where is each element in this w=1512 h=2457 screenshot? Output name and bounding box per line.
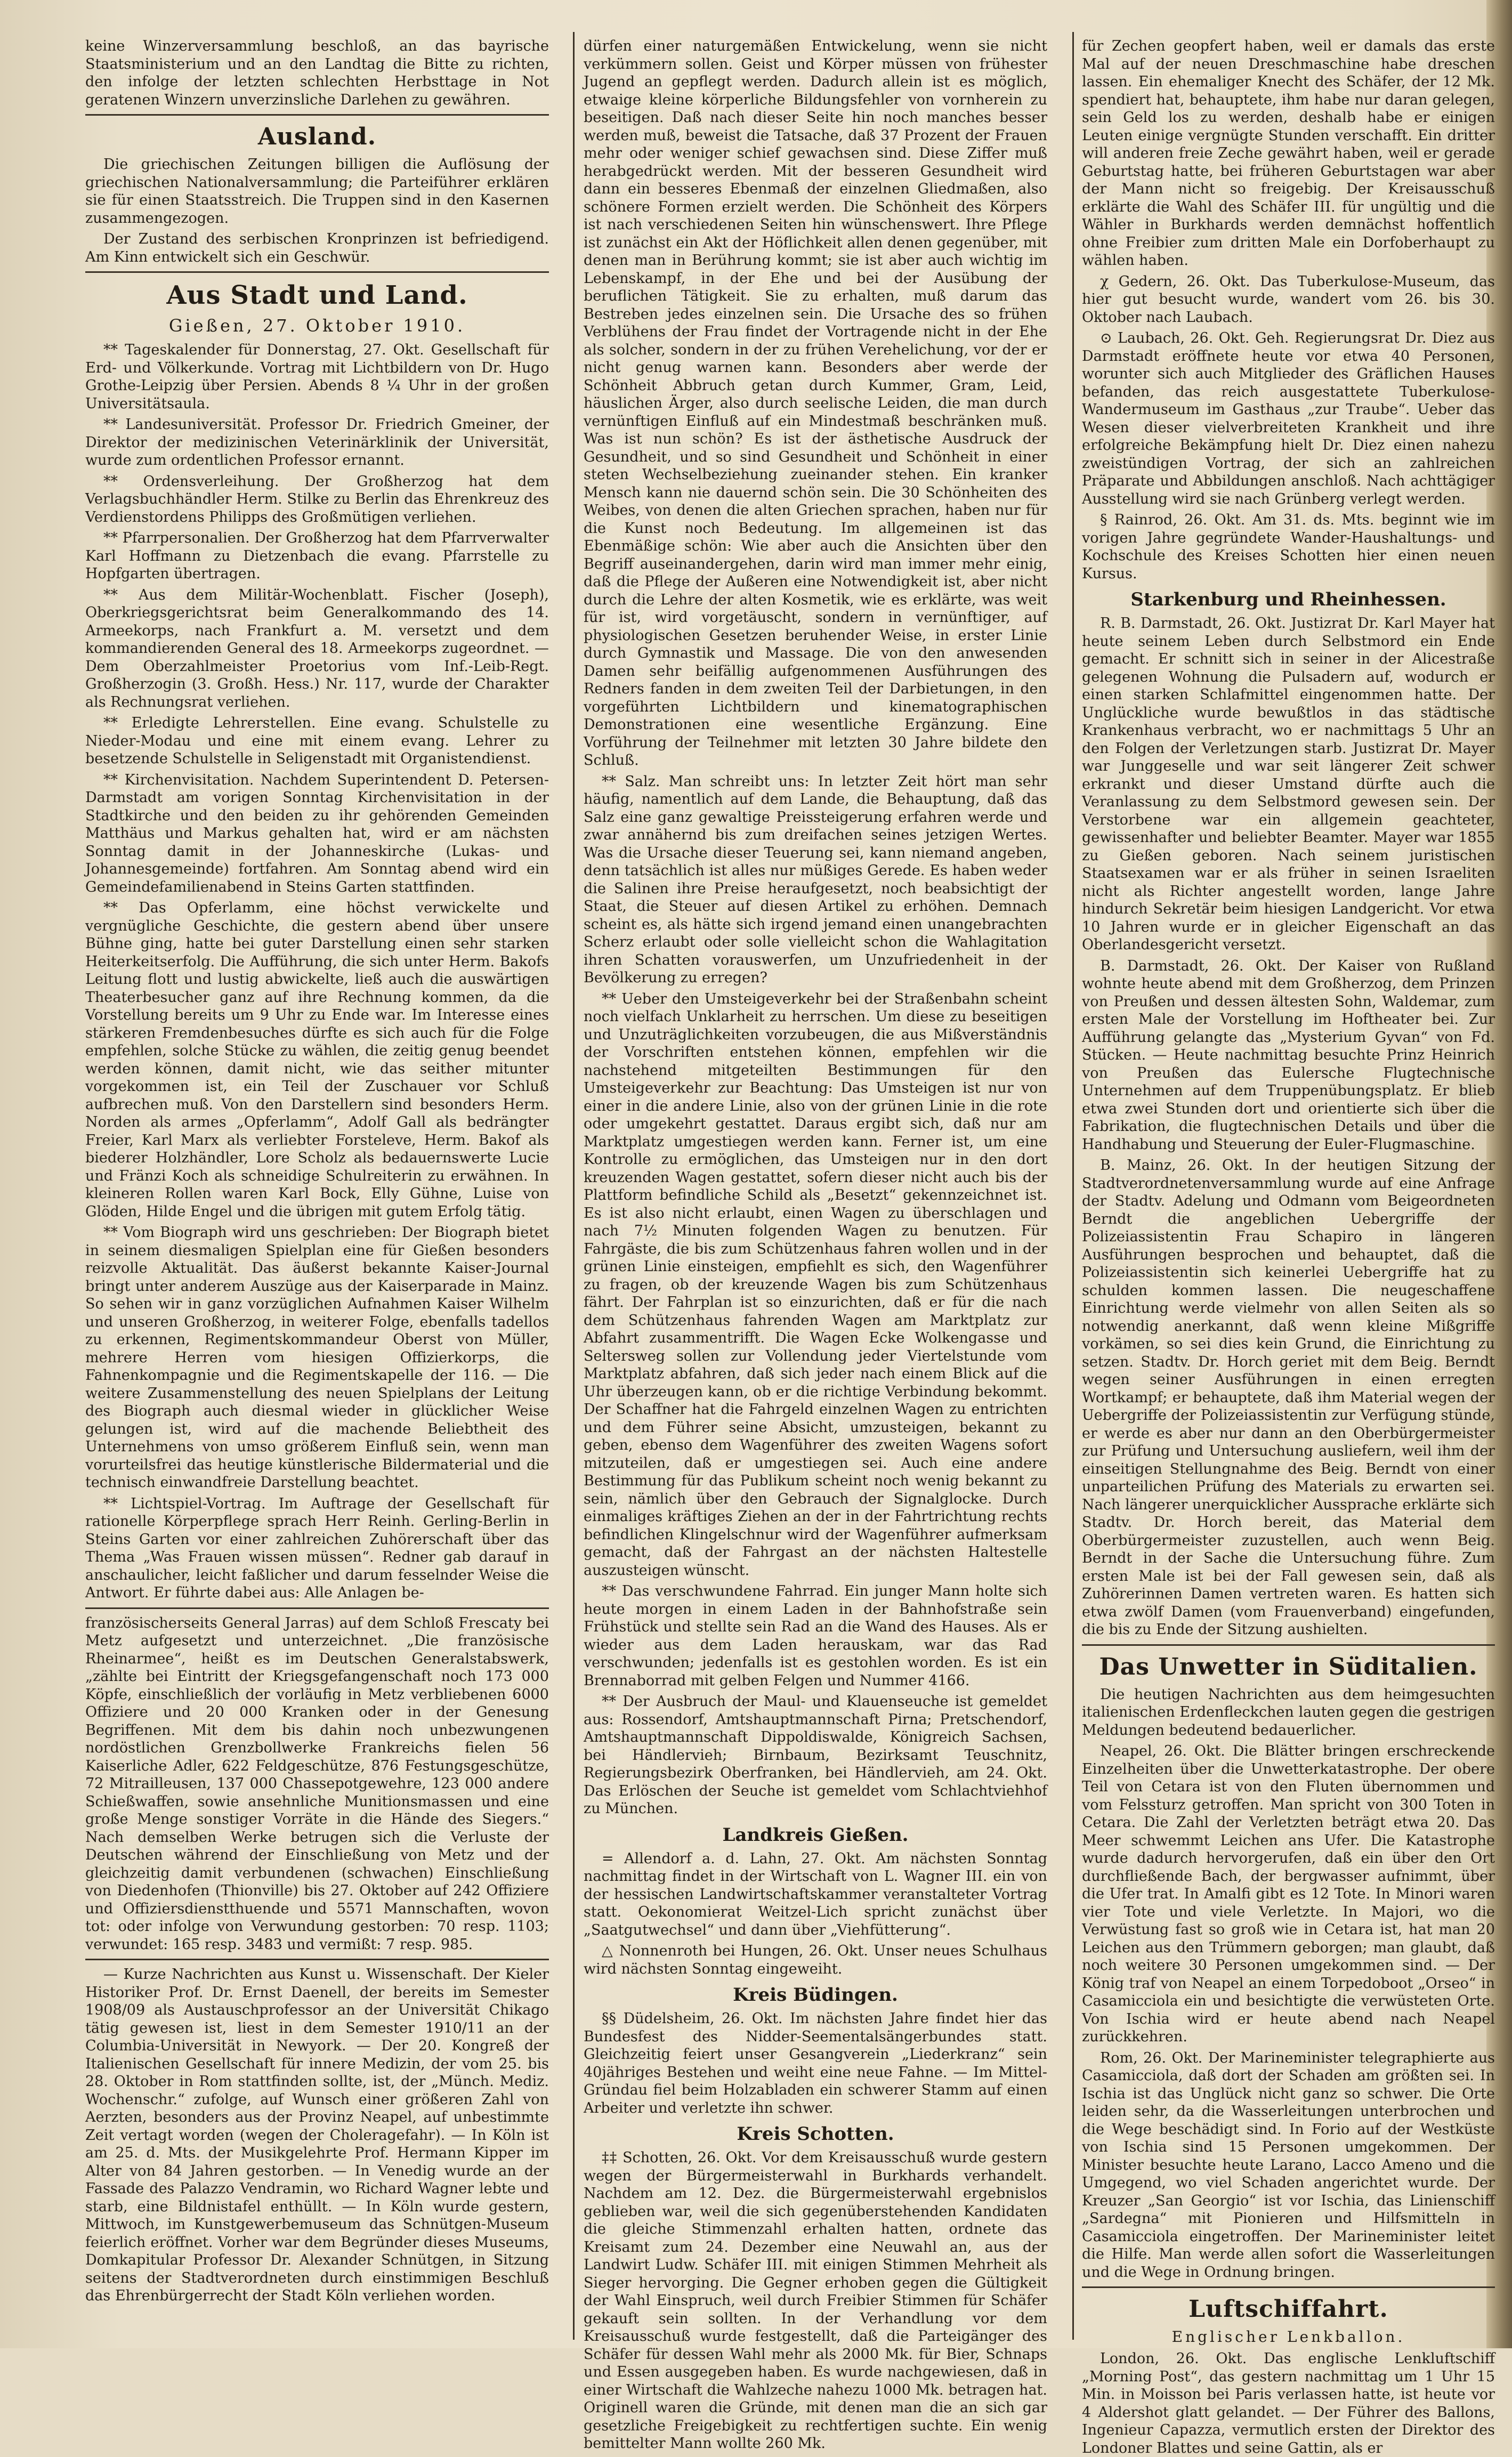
stadt-paragraph-4: ** Pfarrpersonalien. Der Großherzog hat dem Pfarrverwalter Karl Hoffmann zu Dietzenbach die evang. Pfarrstelle zu Hopfgarten übertragen. (85, 530, 549, 582)
stadt-paragraph-5: ** Aus dem Militär-Wochenblatt. Fischer (Joseph), Oberkriegsgerichtsrat beim Generalkommando des 14. Armeekorps, nach Frankfurt a. M. versetzt und dem kommandierenden General des 18. Armeekorps zugeordnet. — Dem Oberzahlmeister Proetorius vom Inf.-Leib-Regt. Großherzogin (3. Großh. Hess.) Nr. 117, wurde der Charakter als Rechnungsrat verliehen. (85, 586, 549, 710)
umsteigeverkehr-paragraph: ** Ueber den Umsteigeverkehr bei der Straßenbahn scheint noch vielfach Unklarheit zu herrschen. Um diese zu beseitigen und Unzuträglichkeiten vorzubeugen, die aus Mißverständnis der Vorschriften entstehen können, empfehlen wir die nachstehend mitgeteilten Bestimmungen für den Umsteigeverkehr zur Beachtung: Das Umsteigen ist nur von einer in die andere Linie, also von der grünen Linie in die rote oder umgekehrt gestattet. Daraus ergibt sich, daß nur am Marktplatz umgestiegen werden kann. Ferner ist, um eine Kontrolle zu ermöglichen, das Umsteigen nur in den dort kreuzenden Wagen gestattet, sofern dieser nicht auch bis der Plattform befindliche Schild als „Besetzt“ gekennzeichnet ist. Es ist also nicht erlaubt, einen Wagen zu überschlagen und nach 7½ Minuten folgenden Wagen zu benutzen. Für Fahrgäste, die bis zum Schützenhaus fahren wollen und in der grünen Linie einsteigen, empfiehlt es sich, den Wagenführer zu fragen, ob der kreuzende Wagen bis zum Schützenhaus fährt. Der Fahrplan ist so einzurichten, daß er für die nach dem Schützenhaus fahrenden Wagen am Marktplatz zur Abfahrt zusammentrifft. Die Wagen Ecke Wolkengasse und Seltersweg sollen zur Vollendung jeder Viertelstunde vom Marktplatz abfahren, daß sich jeder nach einem Blick auf die Uhr überzeugen kann, ob er die richtige Verbindung bekommt. Der Schaffner hat die Fahrgeld einzelnen Wagen zu entrichten und dem Führer seine Absicht, umzusteigen, bekannt zu geben, ebenso dem Wagenführer des zweiten Wagens sofort mitzuteilen, daß er umgestiegen sei. Auch eine andere Bestimmung für das Publikum scheint noch wenig bekannt zu sein, nämlich über den Gebrauch der Signalglocke. Durch einmaliges kräftiges Ziehen an der in der Fahrtrichtung rechts befindlichen Klingelschnur wird der Wagenführer aufmerksam gemacht, daß der Fahrgast an der nächsten Haltestelle auszusteigen wünscht. (584, 990, 1047, 1579)
kunst-wissenschaft-paragraph: — Kurze Nachrichten aus Kunst u. Wissenschaft. Der Kieler Historiker Prof. Dr. Ernst Daenell, der bereits im Semester 1908/09 als Austauschprofessor an der Universität Chikago tätig gewesen ist, liest in dem Semester 1910/11 an der Columbia-Universität in Newyork. — Der 20. Kongreß der Italienischen Gesellschaft für innere Medizin, der vom 25. bis 28. Oktober in Rom stattfinden sollte, ist, der „Münch. Mediz. Wochenschr.“ zufolge, auf Wunsch einer größeren Zahl von Aerzten, besonders aus der Provinz Neapel, auf unbestimmte Zeit vertagt worden (wegen der Choleragefahr). — In Köln ist am 25. d. Mts. der Musikgelehrte Prof. Hermann Kipper im Alter von 84 Jahren gestorben. — In Venedig wurde an der Fassade des Palazzo Vendramin, wo Richard Wagner lebte und starb, eine Bildnistafel enthüllt. — In Köln wurde gestern, Mittwoch, im Kunstgewerbemuseum das Schnütgen-Museum feierlich eröffnet. Vorher war dem Begründer dieses Museums, Domkapitular Professor Dr. Alexander Schnütgen, in Sitzung seitens der Stadtverordneten durch einstimmigen Beschluß das Ehrenbürgerrecht der Stadt Köln verliehen worden. (85, 1966, 549, 2304)
column-rule-left (573, 32, 575, 2340)
stadt-paragraph-9: ** Vom Biograph wird uns geschrieben: Der Biograph bietet in seinem diesmaligen Spielplan eine für Gießen besonders reizvolle Aktualität. Das äußerst bekannte Kaiser-Journal bringt unter anderem Auszüge aus der Kaiserparade in Mainz. So sehen wir in ganz vorzüglichen Aufnahmen Kaiser Wilhelm und unseren Großherzog, in weiterer Folge, ebenfalls tadellos zu erkennen, Regimentskommandeur Oberst von Müller, mehrere Herren vom hiesigen Offizierkorps, die Fahnenkompagnie und die Regimentskapelle der 116. — Die weitere Zusammenstellung des neuen Spielplans der Leitung des Biograph auch diesmal wieder in glücklicher Weise gelungen ist, wird auf die machende Beliebtheit des Unternehmens von umso größerem Einfluß sein, wenn man vorurteilsfrei das heutige künstlerische Bildermaterial und die technisch einwandfreie Darstellung beachtet. (85, 1224, 549, 1491)
section-heading-unwetter: Das Unwetter in Süditalien. (1099, 1653, 1478, 1680)
allendorf-paragraph: = Allendorf a. d. Lahn, 27. Okt. Am nächsten Sonntag nachmittag findet in der Wirtschaft von L. Wagner III. ein von der hessischen Landwirtschaftskammer veranstalteter Vortrag statt. Oekonomierat Weitzel-Lich spricht zunächst über „Saatgutwechsel“ und dann über „Viehfütterung“. (584, 1850, 1047, 1938)
column-1 (85, 37, 549, 2329)
schotten-paragraph: ‡‡ Schotten, 26. Okt. Vor dem Kreisausschuß wurde gestern wegen der Bürgermeisterwahl in Burkhards verhandelt. Nachdem am 12. Dez. die Bürgermeisterwahl ergebnislos geblieben war, weil die sich gegenüberstehenden Kandidaten die gleiche Stimmenzahl erhalten hatten, ordnete das Kreisamt zum 24. Dezember eine Neuwahl an, aus der Landwirt Ludw. Schäfer III. mit einigen Stimmen Mehrheit als Sieger hervorging. Die Gegner erhoben gegen die Gültigkeit der Wahl Einspruch, weil durch Freibier Stimmen für Schäfer gekauft sein sollten. In der Verhandlung vor dem Kreisausschuß wurde festgestellt, daß die Parteigänger des Schäfer für dessen Wahl mehr als 2000 Mk. für Bier, Schnaps und Essen ausgegeben haben. Es wurde nachgewiesen, daß in einer Wirtschaft die Wahlzeche nahezu 1000 Mk. betragen hat. Originell waren die Gründe, mit denen man die an sich gar gesetzliche Freigebigkeit zu rechtfertigen suchte. Ein wenig bemittelter Mann wollte 260 Mk. (584, 2149, 1047, 2452)
rule (1082, 2286, 1495, 2288)
section-heading-luftschiffahrt: Luftschiffahrt. (1188, 2296, 1388, 2323)
lichtspiel-continued-paragraph: dürfen einer naturgemäßen Entwickelung, wenn sie nicht verkümmern sollen. Geist und Körper müssen von frühester Jugend an gepflegt werden. Dadurch allein ist es möglich, etwaige kleine körperliche Bildungsfehler von vornherein zu beseitigen. Daß nach dieser Seite hin noch manches besser werden muß, beweist die Tatsache, daß 37 Prozent der Frauen mehr oder weniger schief gewachsen sind. Diese Ziffer muß herabgedrückt werden. Mit der besseren Gesundheit wird dann ein besseres Ebenmaß der einzelnen Gliedmaßen, also schönere Formen erzielt werden. Die Schönheit des Körpers ist nach verschiedenen Seiten hin wünschenswert. Ihre Pflege ist zunächst ein Akt der Höflichkeit allen denen gegenüber, mit denen man in Berührung kommt; sie ist aber auch wichtig im Lebenskampf, in der Ehe und bei der Ausübung der beruflichen Tätigkeit. Sie zu erhalten, muß darum das Bestreben jedes einzelnen sein. Die Ursache des so frühen Verblühens der Frau findet der Vortragende nicht in der Ehe als solcher, sondern in der zu frühen Verehelichung, vor der er nicht genug warnen kann. Besonders aber werde der Schönheit Abbruch getan durch Kummer, Gram, Leid, häuslichen Ärger, also durch seelische Leiden, die man durch vernünftigen Einfluß auf ein Mindestmaß beschränken muß. Was ist nun schön? Es ist der ästhetische Ausdruck der Gesundheit, und so sind Gesundheit und Schönheit in einer steten Wechselbeziehung zueinander stehen. Ein kranker Mensch kann nie dauernd schön sein. Die 30 Schönheiten des Weibes, von denen die alten Griechen sprachen, haben nur für die Kunst noch Bedeutung. Im allgemeinen ist das Ebenmäßige schön: Wie aber auch die Ansichten über den Begriff auseinandergehen, darin wird man immer mehr einig, daß die Pflege der Außeren eine Notwendigkeit ist, aber nicht durch die Lehre der alten Kosmetik, wie es erklärte, was weit für ist, wird vorgetäuscht, sondern in vernünftiger, auf physiologischen Gesetzen beruhender Weise, in erster Linie durch Gymnastik und Massage. Die von den anwesenden Damen sehr beifällig aufgenommenen Ausführungen des Redners fanden in dem zweiten Teil der Darbietungen, in den vorgeführten Lichtbildern und kinematographischen Demonstrationen eine wesentliche Ergänzung. Eine Vorführung der Teilnehmer mit letzten 30 Jahre bildete den Schluß. (584, 38, 1047, 769)
fahrrad-paragraph: ** Das verschwundene Fahrrad. Ein junger Mann holte sich heute morgen in einem Laden in der Bahnhofstraße sein Frühstück und stellte sein Rad an die Wand des Hauses. Als er wieder aus dem Laden herauskam, war das Rad verschwunden; jedenfalls ist es gestohlen worden. Es ist ein Brennaborrad mit gelben Felgen und Nummer 4166. (584, 1583, 1047, 1689)
darmstadt-paragraph-2: B. Darmstadt, 26. Okt. Der Kaiser von Rußland wohnte heute abend mit dem Großherzog, dem Prinzen von Preußen und dessen ältesten Sohn, Waldemar, zum ersten Male der Vorstellung im Hoftheater bei. Zur Aufführung gelangte das „Mysterium Gyvan“ von Fd. Stücken. — Heute nachmittag besuchte Prinz Heinrich von Preußen das Eulersche Flugtechnische Unternehmen auf dem Truppenübungsplatz. Er blieb etwa zwei Stunden dort und orientierte sich über die Fabrikation, die flugtechnischen Details und über die Handhabung und Steuerung der Euler-Flugmaschine. (1082, 957, 1495, 1153)
stadt-paragraph-10: ** Lichtspiel-Vortrag. Im Auftrage der Gesellschaft für rationelle Körperpflege sprach Herr Reinh. Gerling-Berlin in Steins Garten vor einer zahlreichen Zuhörerschaft über das Thema „Was Frauen wissen müssen“. Redner gab darauf in anschaulicher, leicht faßlicher und darum fesselnder Weise die Antwort. Er führte dabei aus: Alle Anlagen be- (85, 1495, 549, 1601)
dateline: Gießen, 27. Oktober 1910. (168, 316, 466, 336)
unwetter-paragraph-1: Die heutigen Nachrichten aus dem heimgesuchten italienischen Erdenfleckchen lauten gegen die gestrigen Meldungen bedeutend bedauerlicher. (1082, 1686, 1495, 1739)
rainrod-paragraph: § Rainrod, 26. Okt. Am 31. ds. Mts. beginnt wie im vorigen Jahre gegründete Wander-Haushaltungs- und Kochschule des Kreises Schotten hier einen neuen Kursus. (1082, 512, 1495, 582)
schotten-continued-paragraph: für Zechen geopfert haben, weil er damals das erste Mal auf der neuen Dreschmaschine habe dreschen lassen. Ein ehemaliger Knecht des Schäfer, der 12 Mk. spendiert hat, behauptete, ihm habe nur daran gelegen, sein Geld los zu werden, deshalb habe er einigen Leuten einige vergnügte Stunden verschafft. Ein dritter will anderen freie Zeche gewährt haben, weil er gerade Geburtstag hatte, bei früheren Geburtstagen war aber der Mann nicht so freigebig. Der Kreisausschuß erklärte die Wahl des Schäfer III. für ungültig und die Wähler in Burkhards werden demnächst hoffentlich ohne Freibier zum dritten Male ein Dorfoberhaupt zu wählen haben. (1082, 38, 1495, 269)
feuilleton-metz-paragraph: französischerseits General Jarras) auf dem Schloß Frescaty bei Metz aufgesetzt und unterzeichnet. „Die französische Rheinarmee“, heißt es im Deutschen Generalstabswerk, „zählte bei Eintritt der Kriegsgefangenschaft noch 173 000 Köpfe, einschließlich der vorläufig in Metz verbliebenen 6000 Offiziere und 20 000 Kranken oder in der Genesung Begriffenen. Mit dem bis dahin noch unbezwungenen nordöstlichen Grenzbollwerke Frankreichs fielen 56 Kaiserliche Adler, 622 Feldgeschütze, 876 Festungsgeschütze, 72 Mitrailleusen, 137 000 Chassepotgewehre, 123 000 andere Schießwaffen, sowie ansehnliche Munitionsmassen und eine große Menge sonstiger Vorräte in die Hände des Siegers.“ Nach demselben Werke betrugen sich die Verluste der Deutschen während der Einschließung von Metz und der gleichzeitig damit verbundenen (schwachen) Einschließung von Diedenhofen (Thionville) bis 27. Oktober auf 242 Offiziere und Offiziersdienstthuende und 5571 Mannschaften, wovon tot: oder infolge von Verwundung gestorben: 70 resp. 1103; verwundet: 165 resp. 3483 und vermißt: 7 resp. 985. (85, 1614, 549, 1953)
mainz-paragraph: B. Mainz, 26. Okt. In der heutigen Sitzung der Stadtverordnetenversammlung wurde auf eine Anfrage der Stadtv. Adelung und Odmann vom Beigeordneten Berndt die angeblichen Uebergriffe der Polizeiassistentin Frau Schapiro in längeren Ausführungen besprochen und behauptet, daß die Polizeiassistentin sich keinerlei Uebergriffe hat zu schulden kommen lassen. Die neugeschaffene Einrichtung werde vielmehr von allen Seiten als so notwendig anerkannt, daß wenn kleine Mißgriffe vorkämen, so sei dies kein Grund, die Einrichtung zu setzen. Stadtv. Dr. Horch geriet mit dem Beig. Berndt wegen seiner Ausführungen in einen erregten Wortkampf; er behauptete, daß ihm Material wegen der Uebergriffe der Polizeiassistentin zur Verfügung stünde, er werde es aber nur dann an den Oberbürgermeister zur Prüfung und Untersuchung ausliefern, weil ihm der einseitigen Stellungnahme des Beig. Berndt von einer unparteilichen Prüfung des Materials zu erwarten sei. Nach längerer unerquicklicher Aussprache erklärte sich Stadtv. Dr. Horch bereit, das Material dem Oberbürgermeister zuzustellen, auch wenn Beig. Berndt in der Sache die Untersuchung führe. Zum ersten Male ist bei der Fall gewesen sein, daß als Zuhörerinnen Damen vertreten waren. Es hatten sich etwa zwölf Damen (vom Frauenverband) eingefunden, die bis zu Ende der Sitzung aushielten. (1082, 1157, 1495, 1638)
stadt-paragraph-3: ** Ordensverleihung. Der Großherzog hat dem Verlagsbuchhändler Herm. Stilke zu Berlin das Ehrenkreuz des Verdienstordens Philipps des Großmütigen verliehen. (85, 473, 549, 526)
stadt-paragraph-2: ** Landesuniversität. Professor Dr. Friedrich Gmeiner, der Direktor der medizinischen Veterinärklinik der Universität, wurde zum ordentlichen Professor ernannt. (85, 416, 549, 468)
darmstadt-paragraph-1: R. B. Darmstadt, 26. Okt. Justizrat Dr. Karl Mayer hat heute seinem Leben durch Selbstmord ein Ende gemacht. Er schnitt sich in seiner in der Alicestraße gelegenen Wohnung die Pulsadern auf, wodurch er einen starken Schlafmittel eingenommen hatte. Der Unglückliche wurde bewußtlos in das städtische Krankenhaus verbracht, wo er nachmittags 5 Uhr an den Folgen der Verletzungen starb. Justizrat Dr. Mayer war Junggeselle und war seit längerer Zeit schwer erkrankt und dieser Umstand dürfte auch die Veranlassung zu dem Selbstmord gewesen sein. Der Verstorbene war ein allgemein geachteter, gewissenhafter und beliebter Beamter. Mayer war 1855 zu Gießen geboren. Nach seinem juristischen Staatsexamen war er als früher in seinen Israeliten nicht als Richter angestellt worden, lange Jahre hindurch Sekretär beim hiesigen Landgericht. Vor etwa 10 Jahren wurde er in gleicher Eigenschaft an das Oberlandesgericht versetzt. (1082, 615, 1495, 953)
rule (85, 1607, 549, 1609)
duedelsheim-paragraph: §§ Düdelsheim, 26. Okt. Im nächsten Jahre findet hier das Bundesfest des Nidder-Seementalsängerbundes statt. Gleichzeitig feiert unser Gesangverein „Liederkranz“ sein 40jähriges Bestehen und weiht eine neue Fahne. — Im Mittel-Gründau fiel beim Holzabladen ein schwerer Stamm auf einen Arbeiter und verletzte ihn schwer. (584, 2010, 1047, 2116)
gedern-paragraph: χ Gedern, 26. Okt. Das Tuberkulose-Museum, das hier gut besucht wurde, wandert vom 26. bis 30. Oktober nach Laubach. (1082, 273, 1495, 326)
rule (85, 271, 549, 273)
stadt-paragraph-8: ** Das Opferlamm, eine höchst verwickelte und vergnügliche Geschichte, die gestern abend über unsere Bühne ging, hatte bei guter Darstellung einen sehr starken Heiterkeitserfolg. Die Aufführung, die sich unter Herm. Bakofs Leitung flott und lustig abwickelte, ließ auch die auswärtigen Theaterbesucher ganz auf ihre Rechnung kommen, da die Vorstellung bereits um 9 Uhr zu Ende war. Im Interesse eines stärkeren Fremdenbesuches dürfte es sich auch für die Folge empfehlen, solche Stücke zu wählen, die zeitig genug beendet werden können, damit nicht, wie das seither mitunter vorgekommen ist, ein Teil der Zuschauer vor Schluß aufbrechen muß. Von den Darstellern sind besonders Herm. Norden als armes „Opferlamm“, Adolf Gall als bedrängter Freier, Karl Marx als verliebter Forsteleve, Herm. Bakof als biederer Holzhändler, Lore Scholz als bedauernswerte Lucie und Fränzi Koch als schneidige Schulreiterin zu erwähnen. In kleineren Rollen waren Karl Bock, Elly Gühne, Luise von Glöden, Hilde Engel und die übrigen mit gutem Erfolg tätig. (85, 900, 549, 1220)
heading-kreis-schotten: Kreis Schotten. (737, 2123, 894, 2145)
unwetter-paragraph-2: Neapel, 26. Okt. Die Blätter bringen erschreckende Einzelheiten über die Unwetterkatastrophe. Der obere Teil von Cetara ist von den Fluten übernommen und vom Felssturz getroffen. Man spricht von 300 Toten in Cetara. Die Zahl der Verletzten beträgt etwa 20. Das Meer schwemmt Leichen ans Ufer. Die Katastrophe wurde dadurch hervorgerufen, daß ein über den Ort durchfließende Bach, der bergwasser aufnimmt, über die Ufer trat. In Amalfi gibt es 12 Tote. In Minori waren vier Tote und viele Verletzte. In Majori, wo die Verwüstung fast so groß wie in Cetara ist, hat man 20 Leichen aus den Trümmern geborgen; man glaubt, daß noch weitere 30 Personen umgekommen sind. — Der König traf von Neapel an einem Torpedoboot „Orseo“ in Casamicciola ein und besichtigte die verwüsteten Orte. Von Ischia wird er heute abend nach Neapel zurückkehren. (1082, 1743, 1495, 2045)
column-2 (584, 37, 1047, 2452)
rule (1082, 1644, 1495, 1646)
rule (85, 1959, 549, 1960)
heading-starkenburg: Starkenburg und Rheinhessen. (1130, 589, 1446, 610)
nonnenroth-paragraph: △ Nonnenroth bei Hungen, 26. Okt. Unser neues Schulhaus wird nächsten Sonntag eingeweiht. (584, 1943, 1047, 1977)
unwetter-paragraph-3: Rom, 26. Okt. Der Marineminister telegraphierte aus Casamicciola, daß dort der Schaden am größten sei. In Ischia ist das Unglück nicht ganz so schwer. Die Orte leiden sehr, da die Wasserleitungen unterbrochen und die Wege beschädigt sind. In Forio auf der Westküste von Ischia sind 15 Personen umgekommen. Der Minister besuchte heute Larano, Lacco Ameno und die Umgegend, wo viel Schaden angerichtet wurde. Der Kreuzer „San Georgio“ ist vor Ischia, das Linienschiff „Sardegna“ mit Pionieren und Hilfsmitteln in Casamicciola eingetroffen. Der Marineminister leitet die Hilfe. Man werde allen sofort die Wasserleitungen und die Wege in Ordnung bringen. (1082, 2049, 1495, 2281)
heading-landkreis-giessen: Landkreis Gießen. (722, 1824, 909, 1846)
salz-paragraph: ** Salz. Man schreibt uns: In letzter Zeit hört man sehr häufig, namentlich auf dem Lande, die Behauptung, daß das Salz eine ganz gewaltige Preissteigerung erfahren werde und zwar annähernd bis zum dreifachen seines jetzigen Wertes. Was die Ursache dieser Teuerung sei, kann niemand angeben, denn tatsächlich ist alles nur müßiges Gerede. Es haben weder die Salinen ihre Preise heraufgesetzt, noch beabsichtigt der Staat, die Steuer auf diesen Artikel zu erhöhen. Demnach scheint es, als hätte sich irgend jemand einen unangebrachten Scherz erlaubt oder solle vielleicht schon die Wahlagitation ihren Schatten vorauswerfen, um Unzufriedenheit in der Bevölkerung zu erregen? (584, 773, 1047, 986)
luftschiffahrt-paragraph: London, 26. Okt. Das englische Lenkluftschiff „Morning Post“, das gestern nachmittag um 1 Uhr 15 Min. in Moisson bei Paris verlassen hatte, ist heute vor 4 Aldershot glatt gelandet. — Der Führer des Ballons, Ingenieur Capazza, vermutlich ersten der Direktor des Londoner Blattes und seine Gattin, als er (1082, 2350, 1495, 2456)
laubach-paragraph: ⊙ Laubach, 26. Okt. Geh. Regierungsrat Dr. Diez aus Darmstadt eröffnete heute vor etwa 40 Personen, worunter sich auch Mitglieder des Gräflichen Hauses befanden, das reich ausgestattete Tuberkulose-Wandermuseum im Gasthaus „zur Traube“. Ueber das Wesen dieser vielverbreiteten Krankheit und ihre erfolgreiche Bekämpfung hielt Dr. Diez einen nahezu zweistündigen Vortrag, der sich an zahlreichen Präparate und Abbildungen anschloß. Nach achttägiger Ausstellung wird sie nach Grünberg verlegt werden. (1082, 330, 1495, 507)
section-heading-ausland: Ausland. (257, 123, 377, 150)
ausland-paragraph-1: Die griechischen Zeitungen billigen die Auflösung der griechischen Nationalversammlung; die Parteiführer erklären sie für einen Staatsstreich. Die Truppen sind in den Kasernen zusammengezogen. (85, 156, 549, 227)
section-heading-stadt-land: Aus Stadt und Land. (166, 280, 468, 310)
stadt-paragraph-1: ** Tageskalender für Donnerstag, 27. Okt. Gesellschaft für Erd- und Völkerkunde. Vortrag mit Lichtbildern von Dr. Hugo Grothe-Leipzig über Persien. Abends 8 ¼ Uhr in der großen Universitätsaula. (85, 342, 549, 412)
stadt-paragraph-7: ** Kirchenvisitation. Nachdem Superintendent D. Petersen-Darmstadt am vorigen Sonntag Kirchenvisitation in der Stadtkirche und den beiden zu ihr gehörenden Gemeinden Matthäus und Markus gehalten hat, wird er am nächsten Sonntag damit in der Johanneskirche (Lukas- und Johannesgemeinde) fortfahren. Am Sonntag abend wird ein Gemeindefamilienabend in Steins Garten stattfinden. (85, 771, 549, 895)
stadt-paragraph-6: ** Erledigte Lehrerstellen. Eine evang. Schulstelle zu Nieder-Modau und eine mit einem evang. Lehrer zu besetzende Schulstelle in Seligenstadt mit Organistendienst. (85, 715, 549, 767)
luftschiffahrt-subheading: Englischer Lenkballon. (1171, 2328, 1405, 2346)
rule (85, 114, 549, 116)
column-rule-right (1072, 32, 1074, 2340)
heading-kreis-buedingen: Kreis Büdingen. (733, 1984, 898, 2006)
column-3 (1082, 37, 1495, 2456)
winzer-paragraph: keine Winzerversammlung beschloß, an das bayrische Staatsministerium und an den Landtag die Bitte zu richten, den infolge der letzten schlechten Herbsttage in Not geratenen Winzern unverzinsliche Darlehen zu gewähren. (85, 38, 549, 108)
seuche-paragraph: ** Der Ausbruch der Maul- und Klauenseuche ist gemeldet aus: Rossendorf, Amtshauptmannschaft Pirna; Pretschendorf, Amtshauptmannschaft Dippoldiswalde, Königreich Sachsen, bei Händlervieh; Birnbaum, Bezirksamt Teuschnitz, Regierungsbezirk Oberfranken, bei Händlervieh, am 24. Okt. Das Erlöschen der Seuche ist gemeldet vom Schlachtviehhof zu München. (584, 1693, 1047, 1817)
ausland-paragraph-2: Der Zustand des serbischen Kronprinzen ist befriedigend. Am Kinn entwickelt sich ein Geschwür. (85, 231, 549, 265)
